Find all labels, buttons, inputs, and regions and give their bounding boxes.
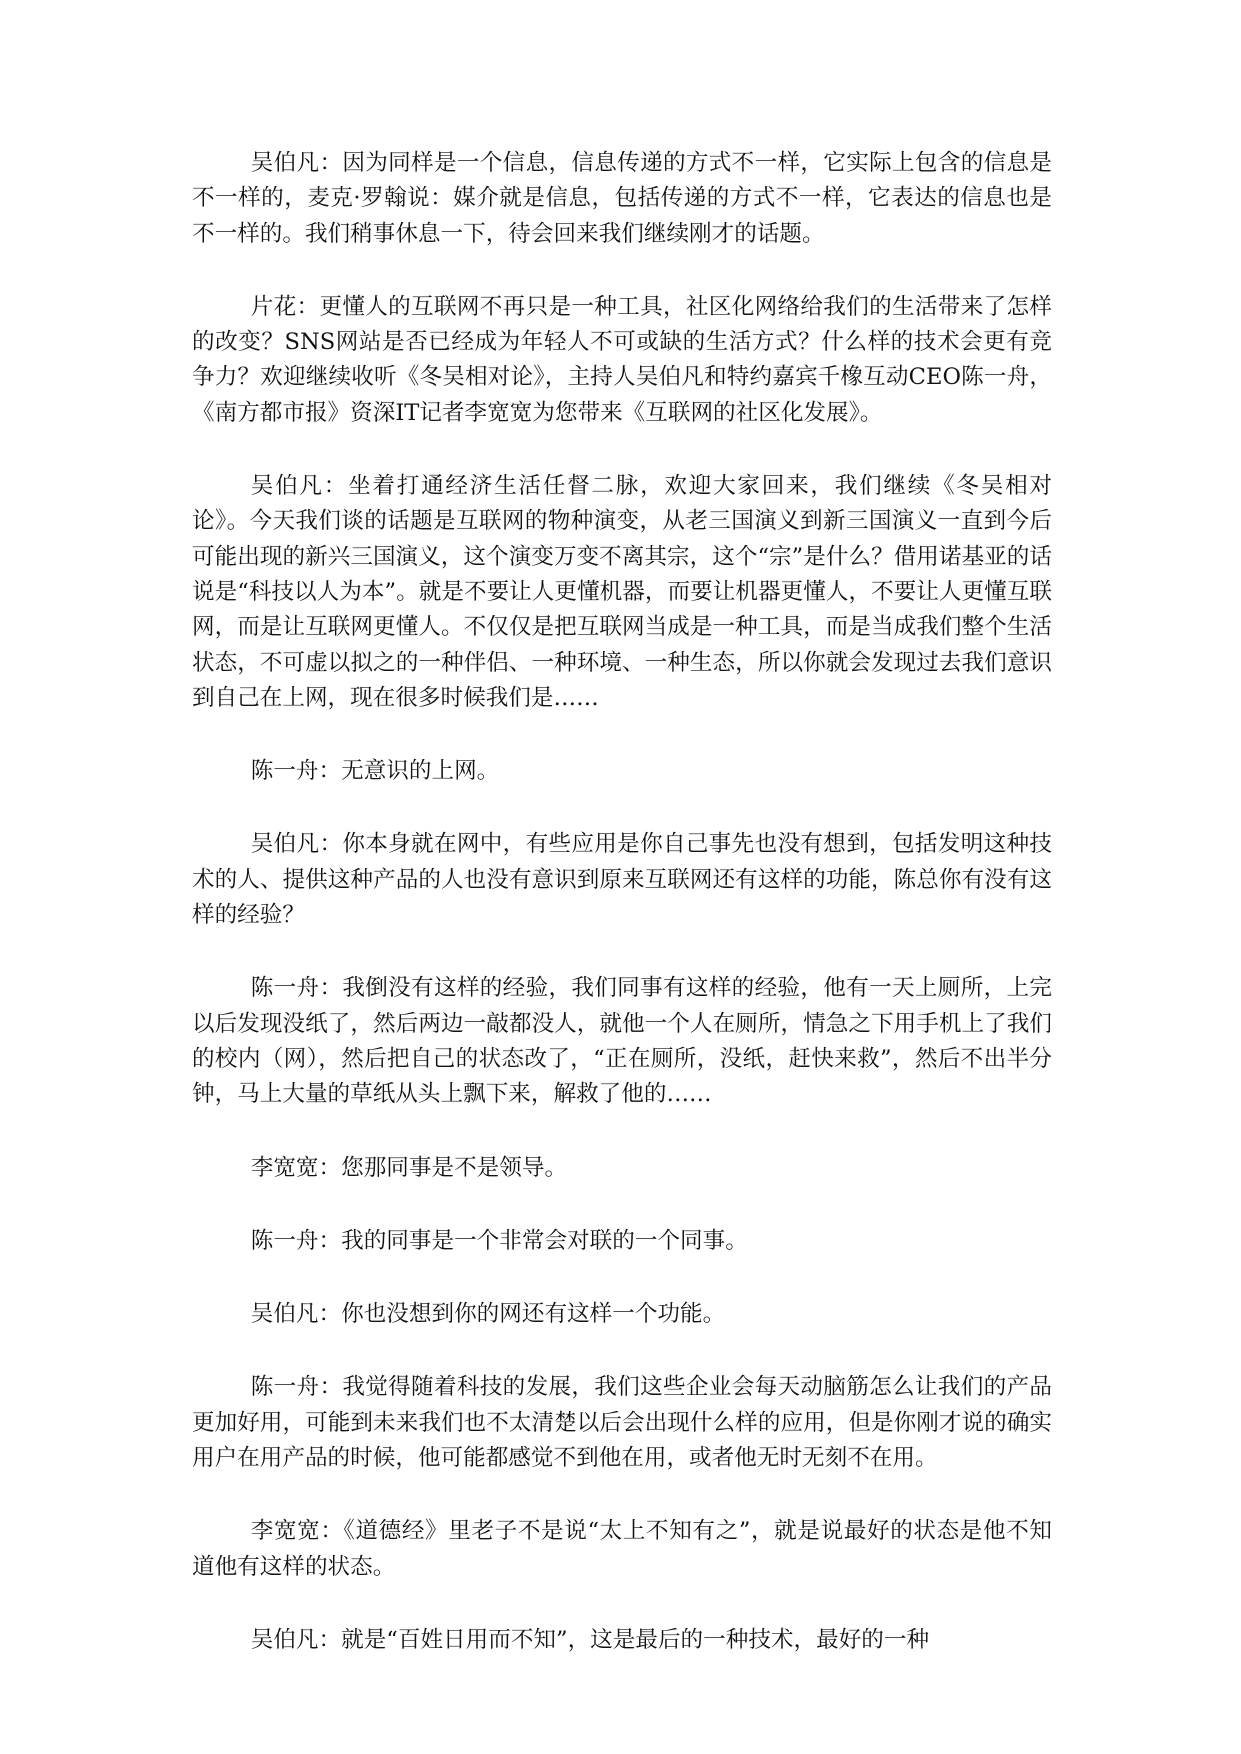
paragraph: 陈一舟：我倒没有这样的经验，我们同事有这样的经验，他有一天上厕所，上完以后发现没纸了，然后两边一敲都没人，就他一个人在厕所，情急之下用手机上了我们的校内（网），然后把自己的状态改了，“正在厕所，没纸，赶快来救”，然后不出半分钟，马上大量的草纸从头上飘下来，解救了他的…… bbox=[192, 975, 1052, 1108]
paragraph: 陈一舟：我的同事是一个非常会对联的一个同事。 bbox=[250, 1227, 748, 1254]
paragraph: 吴伯凡：因为同样是一个信息，信息传递的方式不一样，它实际上包含的信息是不一样的，麦克·罗翰说：媒介就是信息，包括传递的方式不一样，它表达的信息也是不一样的。我们稍事休息一下，待会回来我们继续刚才的话题。 bbox=[192, 150, 1052, 247]
document-body bbox=[192, 146, 1052, 1658]
paragraph: 吴伯凡：你也没想到你的网还有这样一个功能。 bbox=[250, 1301, 726, 1328]
paragraph: 李宽宽：您那同事是不是领导。 bbox=[250, 1154, 568, 1181]
paragraph: 李宽宽：《道德经》里老子不是说“太上不知有之”，就是说最好的状态是他不知道他有这样的状态。 bbox=[192, 1518, 1052, 1580]
paragraph: 片花：更懂人的互联网不再只是一种工具，社区化网络给我们的生活带来了怎样的改变？SNS网站是否已经成为年轻人不可或缺的生活方式？什么样的技术会更有竞争力？欢迎继续收听《冬吴相对论》，主持人吴伯凡和特约嘉宾千橡互动CEO陈一舟，《南方都市报》资深IT记者李宽宽为您带来《互联网的社区化发展》。 bbox=[192, 293, 1052, 426]
paragraph: 吴伯凡：坐着打通经济生活任督二脉，欢迎大家回来，我们继续《冬吴相对论》。今天我们谈的话题是互联网的物种演变，从老三国演义到新三国演义一直到今后可能出现的新兴三国演义，这个演变万变不离其宗，这个“宗”是什么？借用诺基亚的话说是“科技以人为本”。就是不要让人更懂机器，而要让机器更懂人，不要让人更懂互联网，而是让互联网更懂人。不仅仅是把互联网当成是一种工具，而是当成我们整个生活状态，不可虚以拟之的一种伴侣、一种环境、一种生态，所以你就会发现过去我们意识到自己在上网，现在很多时候我们是…… bbox=[192, 473, 1052, 711]
paragraph: 陈一舟：我觉得随着科技的发展，我们这些企业会每天动脑筋怎么让我们的产品更加好用，可能到未来我们也不太清楚以后会出现什么样的应用，但是你刚才说的确实用户在用产品的时候，他可能都感觉不到他在用，或者他无时无刻不在用。 bbox=[192, 1374, 1052, 1472]
paragraph: 陈一舟：无意识的上网。 bbox=[250, 758, 500, 785]
paragraph: 吴伯凡：你本身就在网中，有些应用是你自己事先也没有想到，包括发明这种技术的人、提供这种产品的人也没有意识到原来互联网还有这样的功能，陈总你有没有这样的经验？ bbox=[192, 831, 1052, 929]
paragraph: 吴伯凡：就是“百姓日用而不知”，这是最后的一种技术，最好的一种 bbox=[250, 1626, 930, 1653]
